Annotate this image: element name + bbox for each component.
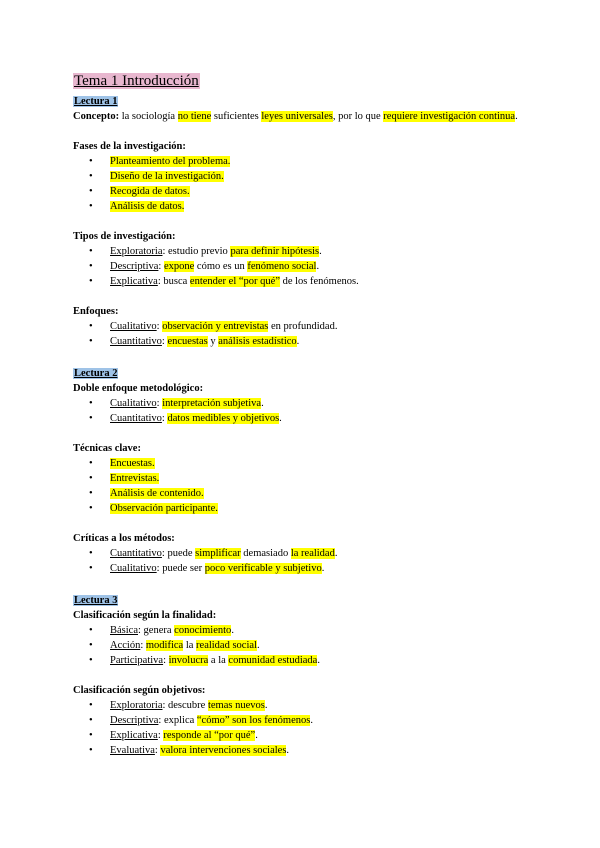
text-run: la sociología [119,111,178,122]
text-run: . [334,548,338,559]
highlight: valora intervenciones sociales [160,745,287,756]
list-item [73,154,533,169]
list-item [73,623,533,638]
enfoques-list [73,319,533,349]
highlight: encuestas [167,336,208,347]
text-run: . [316,261,320,272]
highlight: Encuestas. [110,458,155,469]
lectura-2-label: Lectura 2 [74,368,118,379]
lectura-1-heading [73,94,118,109]
text-run: : [154,745,161,756]
text-run: . [317,655,320,666]
list-item [73,653,533,668]
highlight: entender el “por qué” [189,276,280,287]
text-run: : [140,640,146,651]
highlight: simplificar [195,548,241,559]
highlight: interpretación subjetiva [162,398,262,409]
objetivos-heading: Clasificación según objetivos: [73,685,206,696]
highlight: responde al “por qué” [163,730,256,741]
text-run: : [158,261,164,272]
concepto-paragraph [73,109,533,124]
highlight: modifica [145,640,184,651]
text-run: demasiado [240,548,291,559]
text-run: : [161,336,168,347]
term: Cualitativo [110,398,157,409]
highlight: leyes universales [261,111,333,122]
term: Exploratoria [110,246,163,257]
list-item [73,199,533,214]
highlight: Diseño de la investigación. [110,171,224,182]
text-run: . [231,625,234,636]
text-run: de los fenómenos. [279,276,359,287]
list-item [73,728,533,743]
text-run: . [310,715,313,726]
document-content [73,72,533,758]
term: Explicativa [110,276,158,287]
term: Cuantitativo [110,548,162,559]
finalidad-heading: Clasificación según la finalidad: [73,610,217,621]
lectura-1-label: Lectura 1 [74,96,118,107]
text-run: la [183,640,197,651]
text-run: . [255,730,258,741]
tipos-list [73,244,533,289]
text-run: suficientes [211,111,262,122]
term: Explicativa [110,730,158,741]
text-run: : puede ser [156,563,205,574]
text-run: a la [208,655,229,666]
list-item [73,259,533,274]
highlight: realidad social [196,640,257,651]
tecnicas-list [73,456,533,516]
lectura-3-heading [73,593,118,608]
highlight: conocimiento [174,625,232,636]
text-run: . [296,336,300,347]
highlight: requiere investigación continua [383,111,516,122]
highlight: Observación participante. [110,503,218,514]
list-item [73,546,533,561]
text-run: : [156,321,163,332]
text-run: : [157,730,164,741]
page-title [73,72,533,90]
term: Básica [110,625,138,636]
lectura-3-label: Lectura 3 [74,595,118,606]
highlight: poco verificable y subjetivo [204,563,322,574]
list-item [73,698,533,713]
term: Exploratoria [110,700,163,711]
term: Acción [110,640,141,651]
text-run: y [207,336,219,347]
list-item [73,169,533,184]
highlight: Análisis de datos. [110,201,185,212]
highlight: expone [163,261,195,272]
text-run: : [161,413,168,424]
term: Participativa [110,655,164,666]
list-item [73,274,533,289]
text-run: . [279,413,282,424]
highlight: Planteamiento del problema. [110,156,231,167]
doble-enfoque-list [73,396,533,426]
enfoques-heading: Enfoques: [73,306,119,317]
list-item [73,713,533,728]
term: Evaluativa [110,745,155,756]
text-run: : explica [158,715,197,726]
highlight: comunidad estudiada [228,655,318,666]
term: Cuantitativo [110,336,162,347]
criticas-list [73,546,533,576]
highlight: Entrevistas. [110,473,160,484]
highlight: no tiene [177,111,212,122]
text-run: . [261,398,264,409]
highlight: análisis estadístico [218,336,297,347]
list-item [73,501,533,516]
title-text: Tema 1 Introducción [74,73,199,89]
text-run: : [156,398,163,409]
text-run: , por lo que [332,111,384,122]
text-run: cómo es un [194,261,248,272]
list-item [73,561,533,576]
text-run: : busca [157,276,190,287]
term: Descriptiva [110,715,159,726]
list-item [73,638,533,653]
list-item [73,244,533,259]
list-item [73,319,533,334]
concepto-label: Concepto: [73,111,120,122]
highlight: para definir hipótesis [230,246,320,257]
criticas-heading: Críticas a los métodos: [73,533,175,544]
text-run: . [515,111,518,122]
doble-enfoque-heading: Doble enfoque metodológico: [73,383,204,394]
text-run: . [256,640,260,651]
highlight: fenómeno social [247,261,317,272]
lectura-2-heading [73,366,118,381]
text-run: . [321,563,325,574]
term: Descriptiva [110,261,159,272]
list-item [73,411,533,426]
highlight: Recogida de datos. [110,186,190,197]
text-run: : descubre [162,700,208,711]
list-item [73,486,533,501]
text-run: . [319,246,322,257]
objetivos-list [73,698,533,758]
text-run: . [286,745,290,756]
highlight: Análisis de contenido. [110,488,204,499]
highlight: involucra [168,655,209,666]
text-run: : estudio previo [162,246,231,257]
list-item [73,456,533,471]
fases-heading: Fases de la investigación: [73,141,186,152]
highlight: datos medibles y objetivos [167,413,280,424]
text-run: : [163,655,169,666]
highlight: observación y entrevistas [162,321,269,332]
text-run: . [264,700,268,711]
list-item [73,334,533,349]
list-item [73,471,533,486]
fases-list [73,154,533,214]
list-item [73,184,533,199]
text-run: en profundidad. [268,321,338,332]
finalidad-list [73,623,533,668]
tecnicas-heading: Técnicas clave: [73,443,141,454]
list-item [73,743,533,758]
tipos-heading: Tipos de investigación: [73,231,176,242]
term: Cualitativo [110,563,157,574]
highlight: la realidad [290,548,335,559]
text-run: : genera [138,625,175,636]
highlight: temas nuevos [207,700,265,711]
term: Cuantitativo [110,413,162,424]
highlight: “cómo” son los fenómenos [196,715,311,726]
term: Cualitativo [110,321,157,332]
list-item [73,396,533,411]
text-run: : puede [161,548,196,559]
